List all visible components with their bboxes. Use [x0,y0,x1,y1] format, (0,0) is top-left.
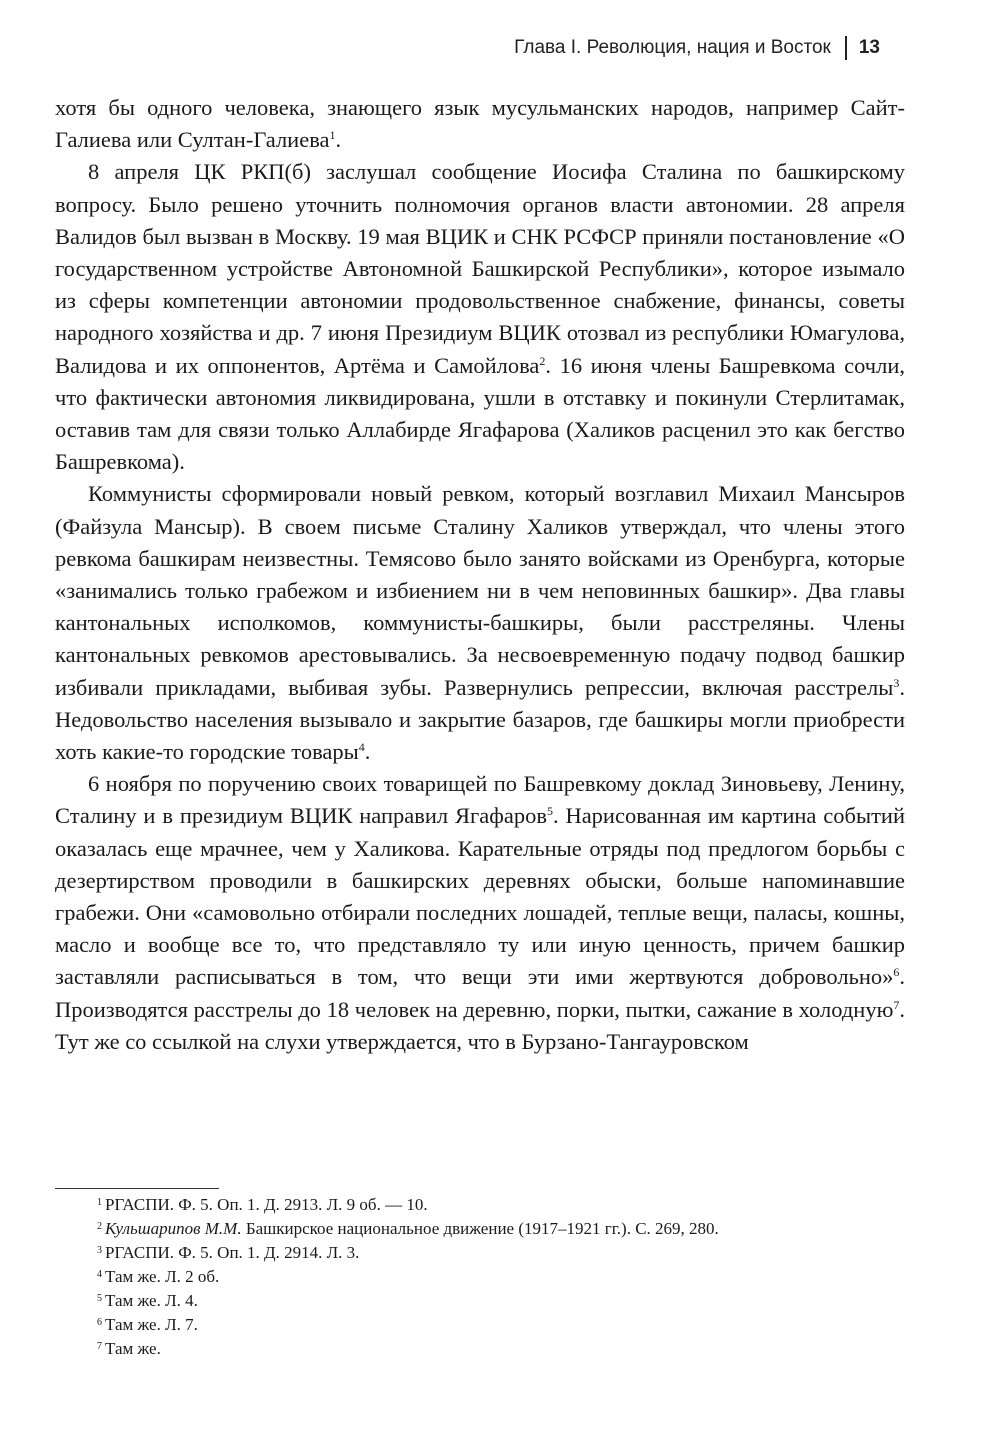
chapter-title: Глава I. Революция, нация и Восток [514,37,831,58]
main-text [55,92,905,1058]
footnote-ref: 7 [893,997,900,1012]
footnote [97,1337,917,1361]
footnote-number: 7 [97,1341,102,1352]
footnote-text: РГАСПИ. Ф. 5. Оп. 1. Д. 2913. Л. 9 об. — 10. [105,1195,428,1214]
paragraph [55,478,905,768]
footnote [97,1313,917,1337]
text-run: . 16 июня члены Башревкома сочли, что фактически автономия ликвидирована, ушли в отставку и покинули Стерлитамак, оставив там для связи только Аллабирде Ягафарова (Халиков расценил это как бегство Башревкома). [55,352,905,475]
footnote [97,1265,917,1289]
footnote [97,1289,917,1313]
header-separator [845,36,847,60]
footnotes [97,1193,917,1361]
text-run: Коммунисты сформировали новый ревком, который возглавил Михаил Мансыров (Файзула Мансыр). В своем письме Сталину Халиков утверждал, что члены этого ревкома башкирам неизвестны. Темясово было занято войсками из Оренбурга, которые «занимались только грабежом и избиением ни в чем неповинных башкир». Два главы кантональных исполкомов, коммунисты-башкиры, были расстреляны. Члены кантональных ревкомов арестовывались. За несвоевременную подачу подвод башкир избивали прикладами, выбивая зубы. Развернулись репрессии, включая расстрелы [55,481,905,700]
footnote-text: Там же. [105,1339,161,1358]
paragraph [55,156,905,478]
footnote-ref: 6 [893,965,900,980]
paragraph [55,768,905,1058]
footnote [97,1193,917,1217]
footnote-text: Там же. Л. 7. [105,1315,198,1334]
footnote-text: Башкирское национальное движение (1917–1921 гг.). С. 269, 280. [241,1219,719,1238]
footnote-number: 1 [97,1197,102,1208]
footnote-ref: 2 [539,353,546,368]
text-run: 8 апреля ЦК РКП(б) заслушал сообщение Иосифа Сталина по башкирскому вопросу. Было решено уточнить полномочия органов власти автономии. 28 апреля Валидов был вызван в Москву. 19 мая ВЦИК и СНК РСФСР приняли постановление «О государственном устройстве Автономной Башкирской Республики», которое изымало из сферы компетенции автономии продовольственное снабжение, финансы, советы народного хозяйства и др. 7 июня Президиум ВЦИК отозвал из республики Юмагулова, Валидова и их оппонентов, Артёма и Самойлова [55,159,905,378]
footnote-number: 3 [97,1245,102,1256]
text-run: хотя бы одного человека, знающего язык мусульманских народов, например Сайт-Галиева или Султан-Галиева [55,95,905,153]
footnote-ref: 3 [893,675,900,690]
footnote-text: Там же. Л. 2 об. [105,1267,220,1286]
page-number: 13 [858,37,880,58]
footnote-ref: 5 [546,804,553,819]
footnote-number: 5 [97,1293,102,1304]
footnote-number: 4 [97,1269,102,1280]
footnote-number: 2 [97,1221,102,1232]
footnote-ref: 4 [358,740,365,755]
text-run: 6 ноября по поручению своих товарищей по Башревкому доклад Зиновьеву, Ленину, Сталину и в президиум ВЦИК направил Ягафаров [55,771,905,829]
footnote-ref: 1 [329,128,336,143]
footnote-divider [55,1188,219,1189]
footnote [97,1241,917,1265]
paragraph [55,92,905,156]
running-header [514,36,880,60]
text-run: . Недовольство населения вызывало и закрытие базаров, где башкиры могли приобрести хоть какие-то городские товары [55,674,905,765]
text-run: . Производятся расстрелы до 18 человек на деревню, порки, пытки, сажание в холодную [55,964,905,1022]
text-run: . Нарисованная им картина событий оказалась еще мрачнее, чем у Халикова. Карательные отряды под предлогом борьбы с дезертирством проводили в башкирских деревнях обыски, больше напоминавшие грабежи. Они «самовольно отбирали последних лошадей, теплые вещи, паласы, кошны, масло и вообще все то, что представляло ту или иную ценность, причем башкир заставляли расписываться в том, что вещи эти ими жертвуются добровольно» [55,803,905,990]
footnote-text: РГАСПИ. Ф. 5. Оп. 1. Д. 2914. Л. 3. [105,1243,360,1262]
footnote-author: Кульшарипов М.М. [105,1219,242,1238]
text-run: . Тут же со ссылкой на слухи утверждается, что в Бурзано-Тангауровском [55,996,905,1054]
footnote [97,1217,917,1241]
footnote-number: 6 [97,1317,102,1328]
footnote-text: Там же. Л. 4. [105,1291,198,1310]
text-run: . [364,739,371,765]
text-run: . [335,127,342,153]
